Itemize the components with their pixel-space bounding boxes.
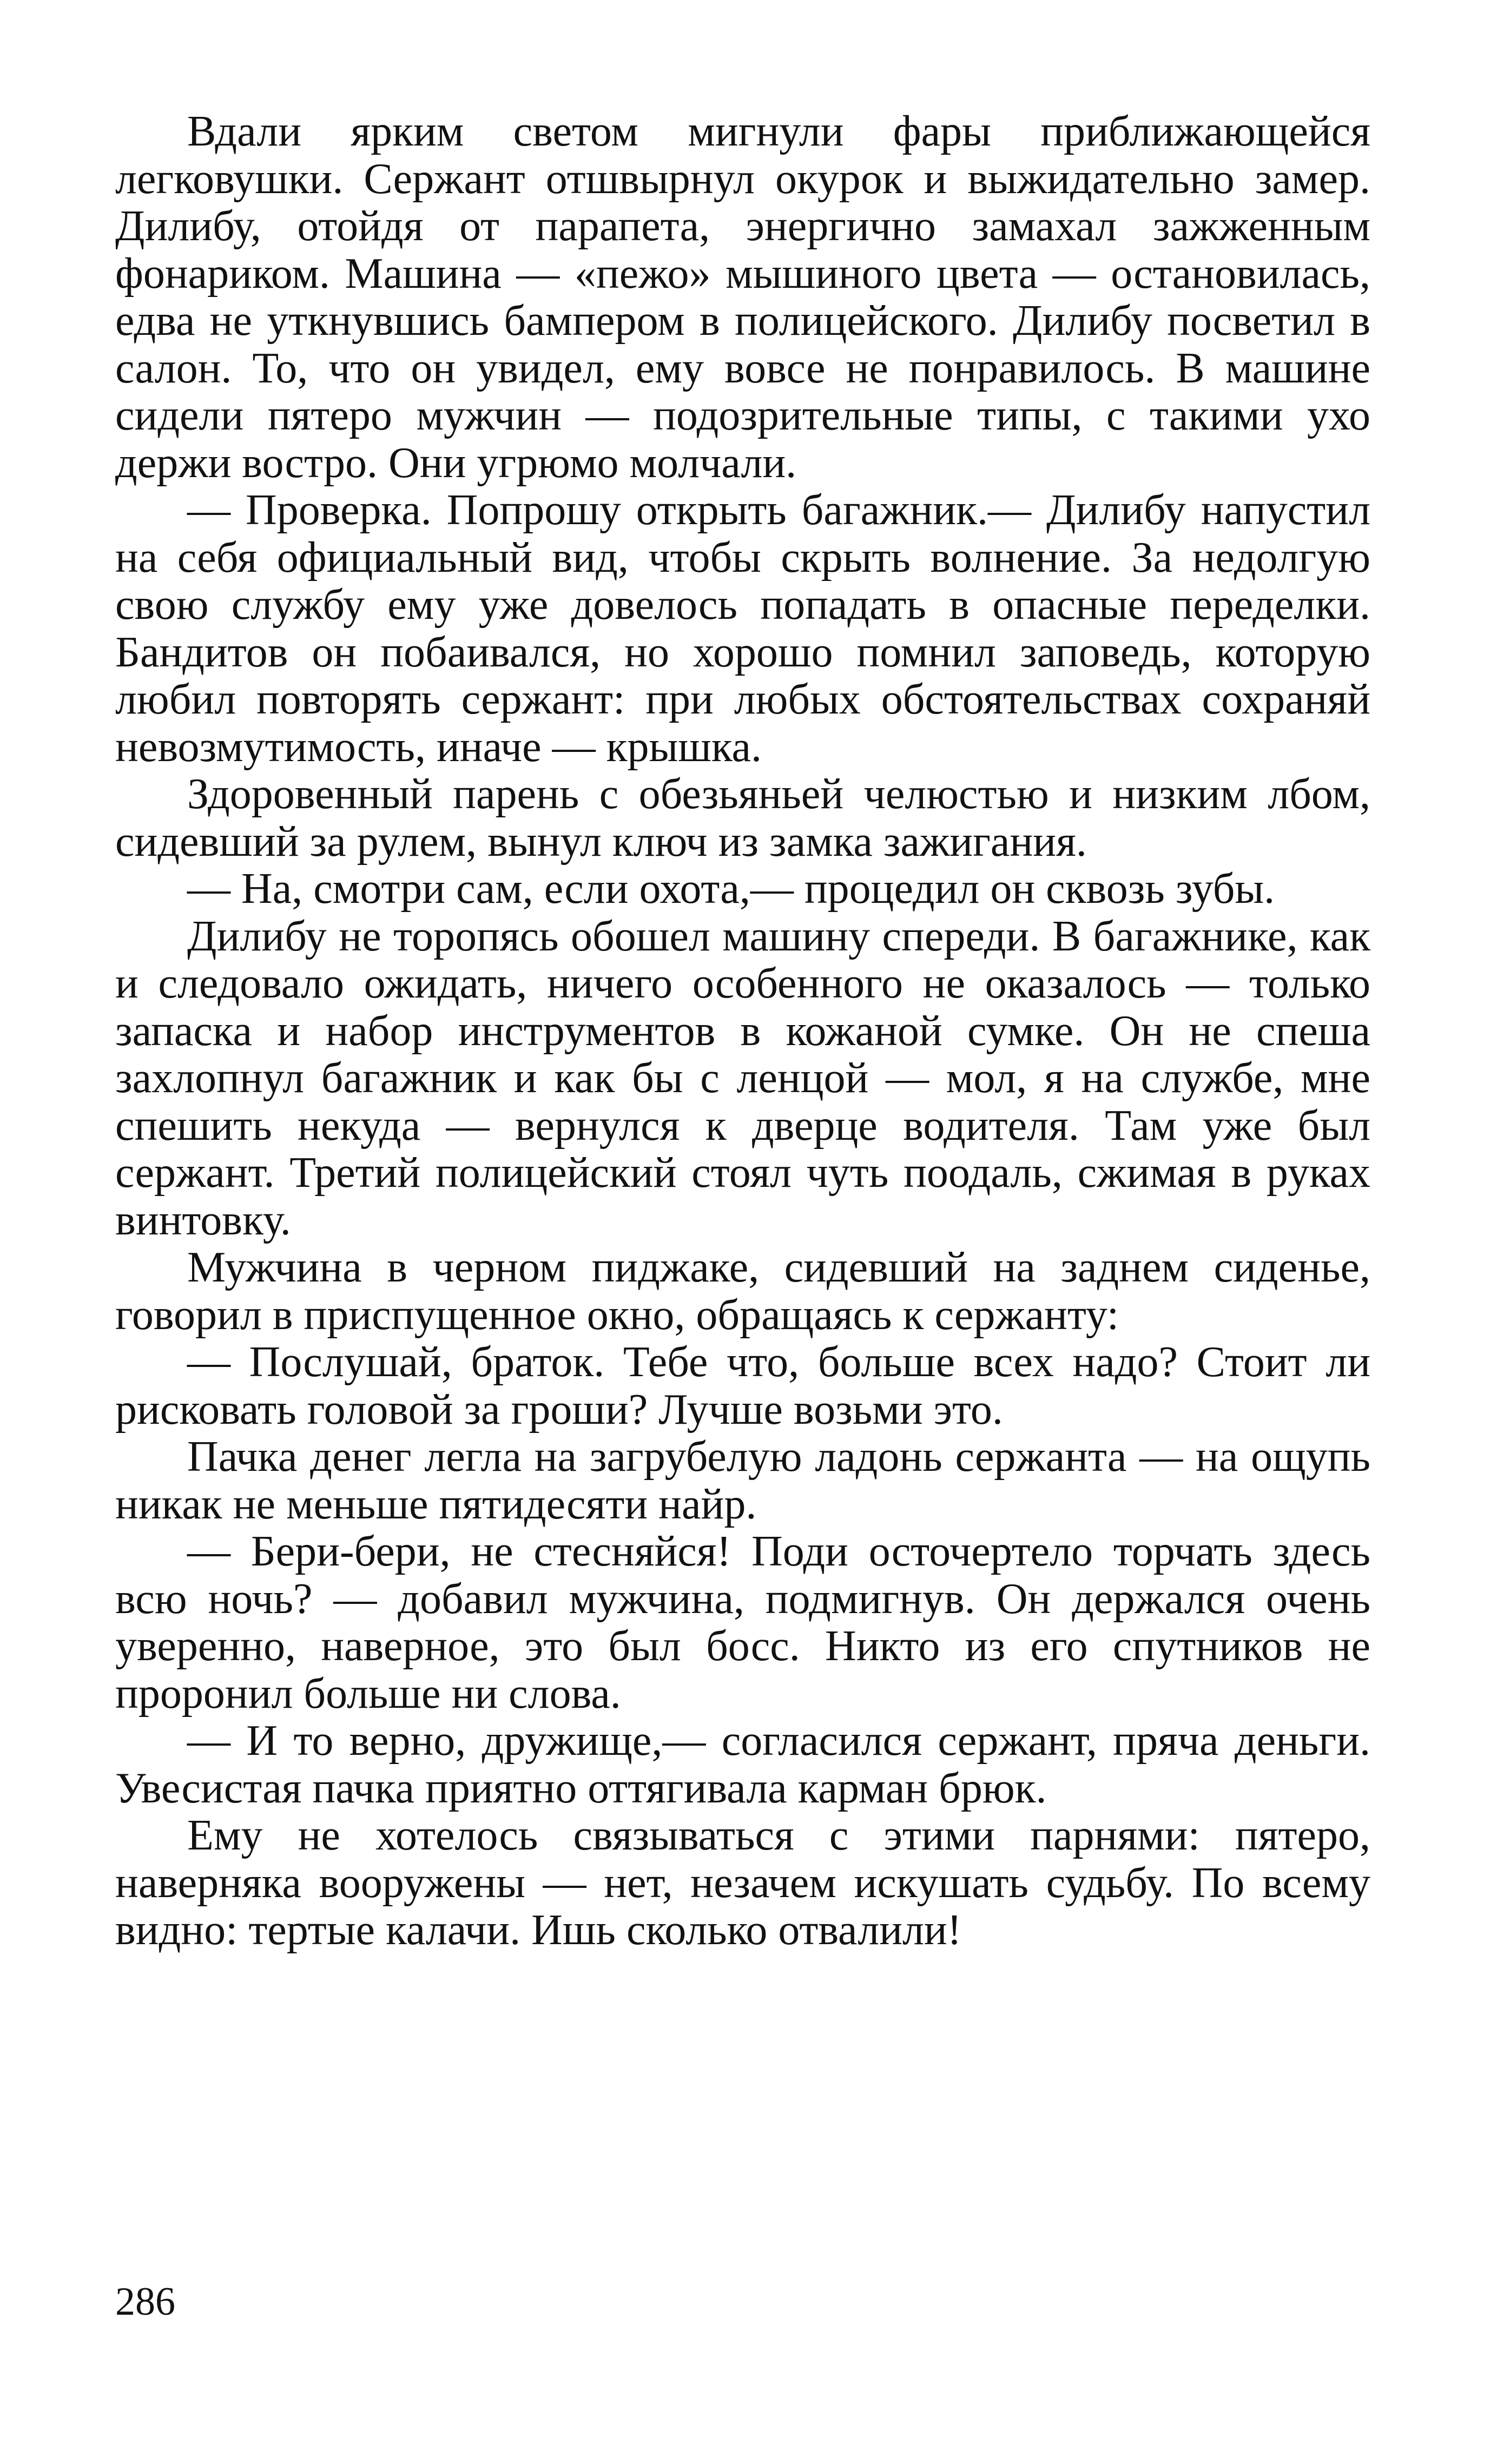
paragraph-3: Здоровенный парень с обезьяньей челюстью и низким лбом, сидевший за рулем, вынул ключ из замка зажигания. — [115, 770, 1370, 866]
page-body — [115, 108, 1370, 1954]
paragraph-11: Ему не хотелось связываться с этими парнями: пятеро, наверняка вооружены — нет, незачем искушать судьбу. По всему видно: тертые калачи. Ишь сколько отвалили! — [115, 1812, 1370, 1954]
page-number: 286 — [115, 2280, 175, 2324]
paragraph-1: Вдали ярким светом мигнули фары приближающейся легковушки. Сержант отшвырнул окурок и выжидательно замер. Дилибу, отойдя от парапета, энергично замахал зажженным фонариком. Машина — «пежо» мышиного цвета — остановилась, едва не уткнувшись бампером в полицейского. Дилибу посветил в салон. То, что он увидел, ему вовсе не понравилось. В машине сидели пятеро мужчин — подозрительные типы, с такими ухо держи востро. Они угрюмо молчали. — [115, 108, 1370, 487]
paragraph-8: Пачка денег легла на загрубелую ладонь сержанта — на ощупь никак не меньше пятидесяти найр. — [115, 1433, 1370, 1528]
paragraph-7: — Послушай, браток. Тебе что, больше всех надо? Стоит ли рисковать головой за гроши? Лучше возьми это. — [115, 1338, 1370, 1434]
paragraph-4: — На, смотри сам, если охота,— процедил он сквозь зубы. — [187, 865, 1275, 913]
paragraph-2: — Проверка. Попрошу открыть багажник.— Дилибу напустил на себя официальный вид, чтобы скрыть волнение. За недолгую свою службу ему уже довелось попадать в опасные переделки. Бандитов он побаивался, но хорошо помнил заповедь, которую любил повторять сержант: при любых обстоятельствах сохраняй невозмутимость, иначе — крышка. — [115, 486, 1370, 771]
paragraph-6: Мужчина в черном пиджаке, сидевший на заднем сиденье, говорил в приспущенное окно, обращаясь к сержанту: — [115, 1244, 1370, 1339]
text-block — [115, 108, 1370, 1954]
paragraph-5: Дилибу не торопясь обошел машину спереди. В багажнике, как и следовало ожидать, ничего особенного не оказалось — только запаска и набор инструментов в кожаной сумке. Он не спеша захлопнул багажник и как бы с ленцой — мол, я на службе, мне спешить некуда — вернулся к дверце водителя. Там уже был сержант. Третий полицейский стоял чуть поодаль, сжимая в руках винтовку. — [115, 912, 1370, 1244]
paragraph-10: — И то верно, дружище,— согласился сержант, пряча деньги. Увесистая пачка приятно оттягивала карман брюк. — [115, 1717, 1370, 1812]
paragraph-9: — Бери-бери, не стесняйся! Поди осточертело торчать здесь всю ночь? — добавил мужчина, подмигнув. Он держался очень уверенно, наверное, это был босс. Никто из его спутников не проронил больше ни слова. — [115, 1528, 1370, 1717]
